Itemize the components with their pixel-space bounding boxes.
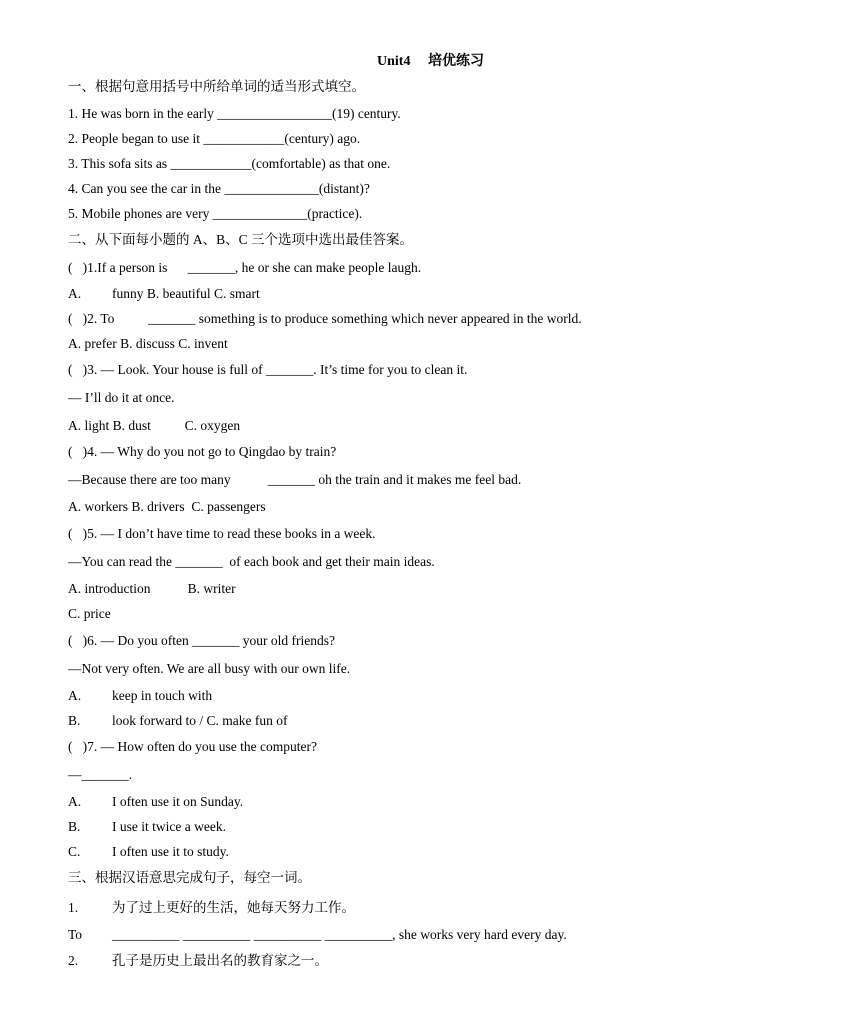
s2-q3-options: A. light B. dust C. oxygen: [68, 418, 241, 433]
s2-question-1: ( )1.If a person is _______, he or she can make people laugh.: [68, 260, 422, 275]
s2-q7-option-b: I use it twice a week.: [112, 819, 226, 834]
s2-q6-option-a: keep in touch with: [112, 688, 213, 703]
s2-q5-reply: —You can read the _______ of each book and get their main ideas.: [68, 554, 435, 569]
s1-question-5: 5. Mobile phones are very ______________(practice).: [68, 206, 363, 221]
s2-q6-reply: —Not very often. We are all busy with our own life.: [68, 661, 351, 676]
section-3-heading: 三、根据汉语意思完成句子，每空一词。: [68, 870, 311, 885]
s2-q1-options: funny B. beautiful C. smart: [112, 286, 260, 301]
s3-q1-label: 1.: [68, 900, 79, 915]
s3-q1-chinese: 为了过上更好的生活，她每天努力工作。: [112, 900, 355, 915]
s2-question-3: ( )3. — Look. Your house is full of _______. It’s time for you to clean it.: [68, 362, 468, 377]
s2-question-4: ( )4. — Why do you not go to Qingdao by train?: [68, 444, 337, 459]
s1-question-2: 2. People began to use it ____________(century) ago.: [68, 131, 361, 146]
s2-q7-option-c: I often use it to study.: [112, 844, 229, 859]
s1-question-3: 3. This sofa sits as ____________(comfortable) as that one.: [68, 156, 391, 171]
s2-question-7: ( )7. — How often do you use the computer?: [68, 739, 317, 754]
s2-question-6: ( )6. — Do you often _______ your old friends?: [68, 633, 335, 648]
s2-q7-option-c-label: C.: [68, 844, 81, 859]
s3-q1-english: __________ __________ __________ __________, she works very hard every day.: [112, 927, 567, 942]
s2-q2-options: A. prefer B. discuss C. invent: [68, 336, 228, 351]
s2-q7-option-a: I often use it on Sunday.: [112, 794, 244, 809]
s2-q5-option-c: C. price: [68, 606, 111, 621]
s3-q2-chinese: 孔子是历史上最出名的教育家之一。: [112, 953, 328, 968]
s2-q4-options: A. workers B. drivers C. passengers: [68, 499, 266, 514]
s2-q1-option-label: A.: [68, 286, 82, 301]
s1-question-4: 4. Can you see the car in the ______________(distant)?: [68, 181, 370, 196]
s3-q2-label: 2.: [68, 953, 79, 968]
s2-q3-reply: — I’ll do it at once.: [68, 390, 175, 405]
section-1-heading: 一、根据句意用括号中所给单词的适当形式填空。: [68, 79, 365, 94]
s2-q5-options: A. introduction B. writer: [68, 581, 236, 596]
s2-q7-reply: —_______.: [68, 767, 133, 782]
section-2-heading: 二、从下面每小题的 A、B、C 三个选项中选出最佳答案。: [68, 232, 414, 247]
s2-q6-option-b-label: B.: [68, 713, 81, 728]
s2-q6-option-a-label: A.: [68, 688, 82, 703]
s2-q4-reply: —Because there are too many _______ oh the train and it makes me feel bad.: [68, 472, 522, 487]
s1-question-1: 1. He was born in the early _________________(19) century.: [68, 106, 401, 121]
s2-question-2: ( )2. To _______ something is to produce something which never appeared in the world.: [68, 311, 582, 326]
s2-question-5: ( )5. — I don’t have time to read these books in a week.: [68, 526, 376, 541]
s2-q7-option-a-label: A.: [68, 794, 82, 809]
s2-q7-option-b-label: B.: [68, 819, 81, 834]
s2-q6-option-b: look forward to / C. make fun of: [112, 713, 288, 728]
s3-q1-en-label: To: [68, 927, 83, 942]
page-title: Unit4 培优练习: [377, 54, 484, 69]
